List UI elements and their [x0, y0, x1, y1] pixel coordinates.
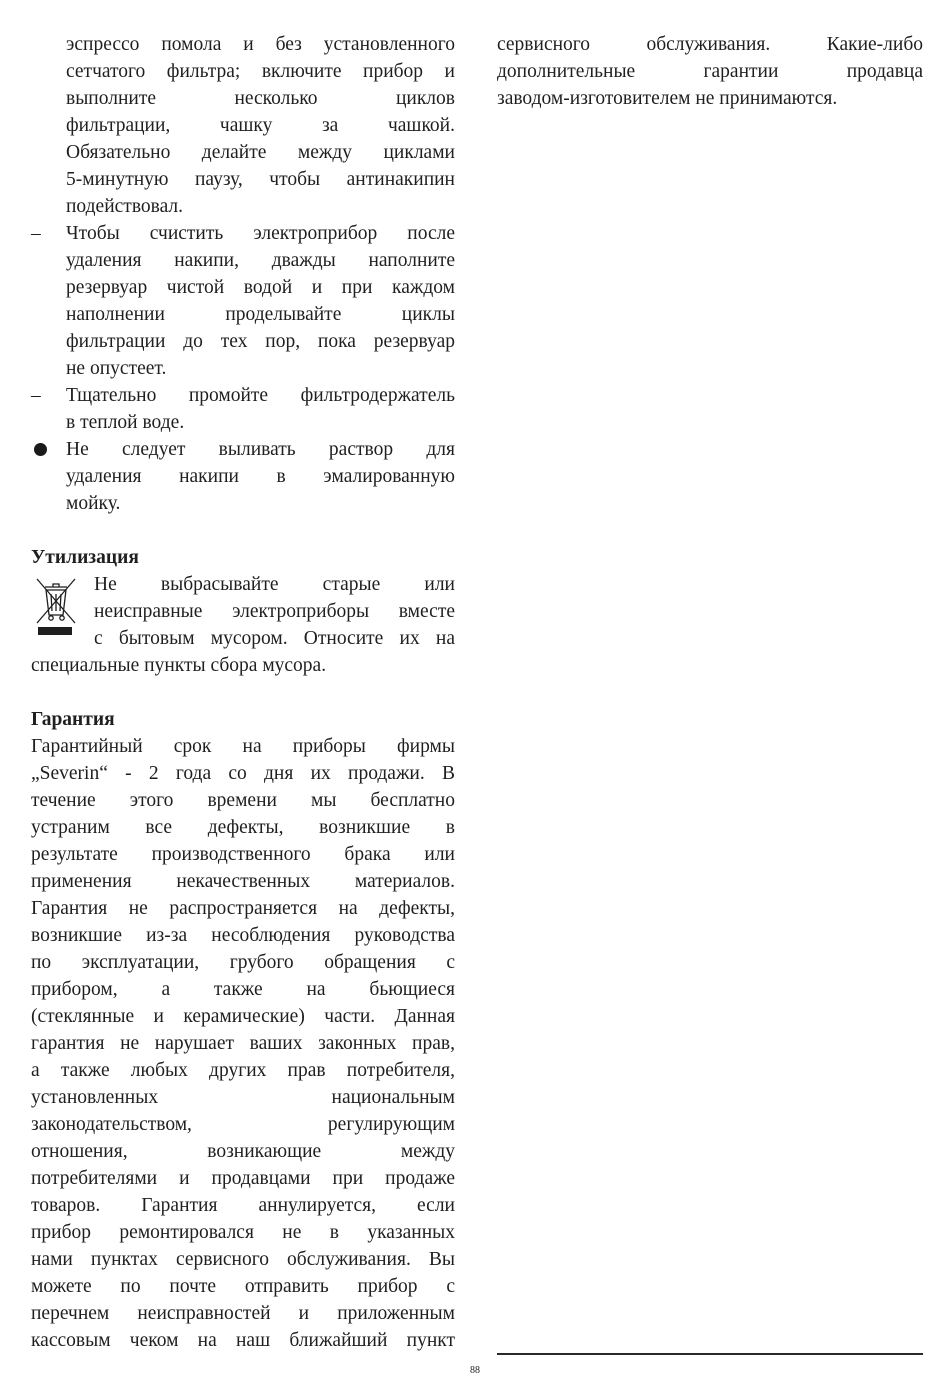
text-line: возникшие из-за несоблюдения руководства	[31, 925, 455, 946]
crossed-out-wheelie-bin-icon	[31, 575, 81, 637]
text-line: мойку.	[66, 493, 121, 514]
text-line: наполнении проделывайте циклы	[66, 304, 455, 325]
warranty-heading: Гарантия	[31, 709, 115, 730]
list-item	[31, 382, 455, 436]
text-line: (стеклянные и керамические) части. Данная	[31, 1006, 455, 1027]
dash-marker: –	[31, 385, 41, 406]
text-line: удаления накипи в эмалированную	[66, 466, 455, 487]
text-line: применения некачественных материалов.	[31, 871, 455, 892]
text-line: течение этого времени мы бесплатно	[31, 790, 455, 811]
text-line: отношения, возникающие между	[31, 1141, 455, 1162]
bullet-icon	[34, 443, 47, 456]
text-line: а также любых других прав потребителя,	[31, 1060, 455, 1081]
text-line: нами пунктах сервисного обслуживания. Вы	[31, 1249, 455, 1270]
text-line: Не выбрасывайте старые или	[94, 574, 455, 595]
text-line: Тщательно промойте фильтродержатель	[66, 385, 455, 406]
text-line: заводом-изготовителем не принимаются.	[497, 88, 838, 109]
right-column	[497, 31, 923, 112]
disposal-heading: Утилизация	[31, 547, 139, 568]
text-line: Гарантия не распространяется на дефекты,	[31, 898, 455, 919]
text-line: неисправные электроприборы вместе	[94, 601, 455, 622]
footer-rule	[497, 1353, 923, 1355]
text-line: потребителями и продавцами при продаже	[31, 1168, 455, 1189]
text-line: законодательством, регулирующим	[31, 1114, 455, 1135]
text-line: гарантия не нарушает ваших законных прав,	[31, 1033, 455, 1054]
text-line: резервуар чистой водой и при каждом	[66, 277, 455, 298]
text-line: с бытовым мусором. Относите их на	[94, 628, 455, 649]
text-line: „Severin“ - 2 года со дня их продажи. В	[31, 763, 455, 784]
text-line: можете по почте отправить прибор с	[31, 1276, 455, 1297]
text-line: 5-минутную паузу, чтобы антинакипин	[66, 169, 455, 190]
list-item	[31, 220, 455, 382]
text-line: эспрессо помола и без установленного	[66, 34, 455, 55]
text-line: удаления накипи, дважды наполните	[66, 250, 455, 271]
text-line: выполните несколько циклов	[66, 88, 455, 109]
warranty-paragraph	[31, 733, 455, 1354]
text-line: Обязательно делайте между циклами	[66, 142, 455, 163]
left-column	[31, 31, 455, 1354]
text-line: сетчатого фильтра; включите прибор и	[66, 61, 455, 82]
text-line: подействовал.	[66, 196, 184, 217]
continued-paragraph	[66, 31, 455, 220]
disposal-section	[31, 571, 455, 679]
text-line: дополнительные гарантии продавца	[497, 61, 923, 82]
text-line: фильтрации, чашку за чашкой.	[66, 115, 455, 136]
text-line: по эксплуатации, грубого обращения с	[31, 952, 455, 973]
text-line: кассовым чеком на наш ближайший пункт	[31, 1330, 455, 1351]
text-line: установленных национальным	[31, 1087, 455, 1108]
text-line: товаров. Гарантия аннулируется, если	[31, 1195, 455, 1216]
dash-marker: –	[31, 223, 41, 244]
text-line: в теплой воде.	[66, 412, 185, 433]
page-number: 88	[470, 1365, 480, 1376]
text-line: Не следует выливать раствор для	[66, 439, 455, 460]
text-line: не опустеет.	[66, 358, 167, 379]
text-line: устраним все дефекты, возникшие в	[31, 817, 455, 838]
text-line: Чтобы счистить электроприбор после	[66, 223, 455, 244]
text-line: специальные пункты сбора мусора.	[31, 655, 327, 676]
text-line: фильтрации до тех пор, пока резервуар	[66, 331, 455, 352]
text-line: перечнем неисправностей и приложенным	[31, 1303, 455, 1324]
text-line: сервисного обслуживания. Какие-либо	[497, 34, 923, 55]
text-line: Гарантийный срок на приборы фирмы	[31, 736, 455, 757]
text-line: прибором, а также на бьющиеся	[31, 979, 455, 1000]
text-line: прибор ремонтировался не в указанных	[31, 1222, 455, 1243]
warning-item	[31, 436, 455, 517]
text-line: результате производственного брака или	[31, 844, 455, 865]
